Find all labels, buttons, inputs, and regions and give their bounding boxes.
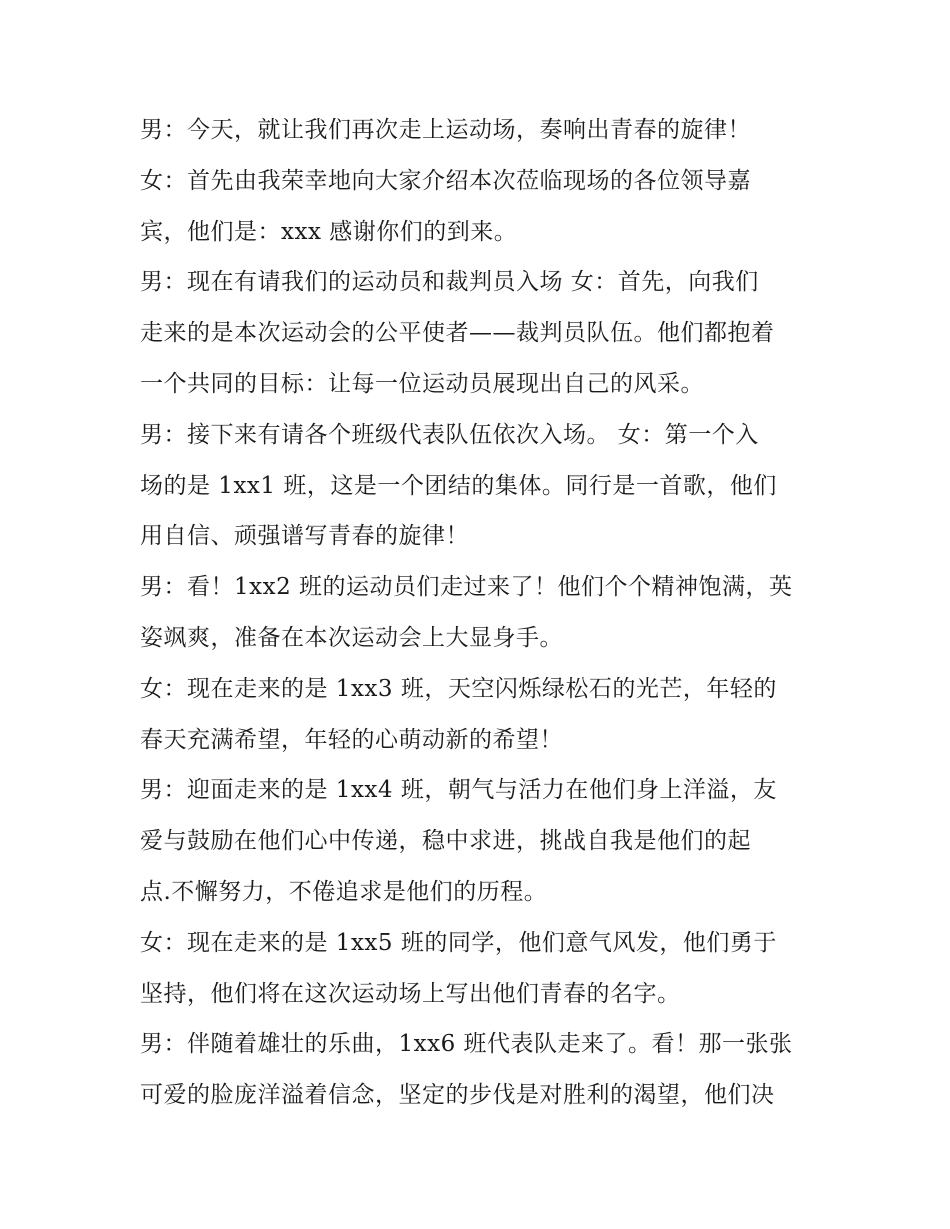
text-line: 女：首先由我荣幸地向大家介绍本次莅临现场的各位领导嘉	[140, 167, 751, 194]
text-line: 爱与鼓励在他们心中传递，稳中求进，挑战自我是他们的起	[140, 828, 751, 855]
text-line: 坚持，他们将在这次运动场上写出他们青春的名字。	[140, 980, 681, 1007]
text-line: 春天充满希望，年轻的心萌动新的希望！	[140, 726, 563, 753]
text-line: 用自信、顽强谱写青春的旋律！	[140, 523, 469, 550]
text-line: 男：看！1xx2 班的运动员们走过来了！他们个个精神饱满，英	[140, 574, 793, 601]
text-line: 男：迎面走来的是 1xx4 班，朝气与活力在他们身上洋溢，友	[140, 777, 777, 804]
text-line: 男：接下来有请各个班级代表队伍依次入场。 女：第一个入	[140, 421, 759, 448]
text-line: 宾，他们是：xxx 感谢你们的到来。	[140, 218, 518, 245]
text-line: 可爱的脸庞洋溢着信念，坚定的步伐是对胜利的渴望，他们决	[140, 1082, 775, 1109]
text-line: 男：今天，就让我们再次走上运动场，奏响出青春的旋律！	[140, 117, 751, 143]
text-line: 点.不懈努力，不倦追求是他们的历程。	[140, 878, 548, 905]
text-line: 男：伴随着雄壮的乐曲，1xx6 班代表队走来了。看！那一张张	[140, 1031, 793, 1058]
document-body	[140, 105, 820, 1121]
text-line: 女：现在走来的是 1xx5 班的同学，他们意气风发，他们勇于	[140, 929, 777, 956]
text-line: 女：现在走来的是 1xx3 班，天空闪烁绿松石的光芒，年轻的	[140, 675, 777, 702]
text-line: 男：现在有请我们的运动员和裁判员入场 女：首先，向我们	[140, 269, 759, 296]
text-line: 场的是 1xx1 班，这是一个团结的集体。同行是一首歌，他们	[140, 472, 777, 499]
text-line: 一个共同的目标：让每一位运动员展现出自己的风采。	[140, 370, 704, 397]
text-line: 走来的是本次运动会的公平使者——裁判员队伍。他们都抱着	[140, 320, 775, 347]
text-line: 姿飒爽，准备在本次运动会上大显身手。	[140, 624, 563, 651]
